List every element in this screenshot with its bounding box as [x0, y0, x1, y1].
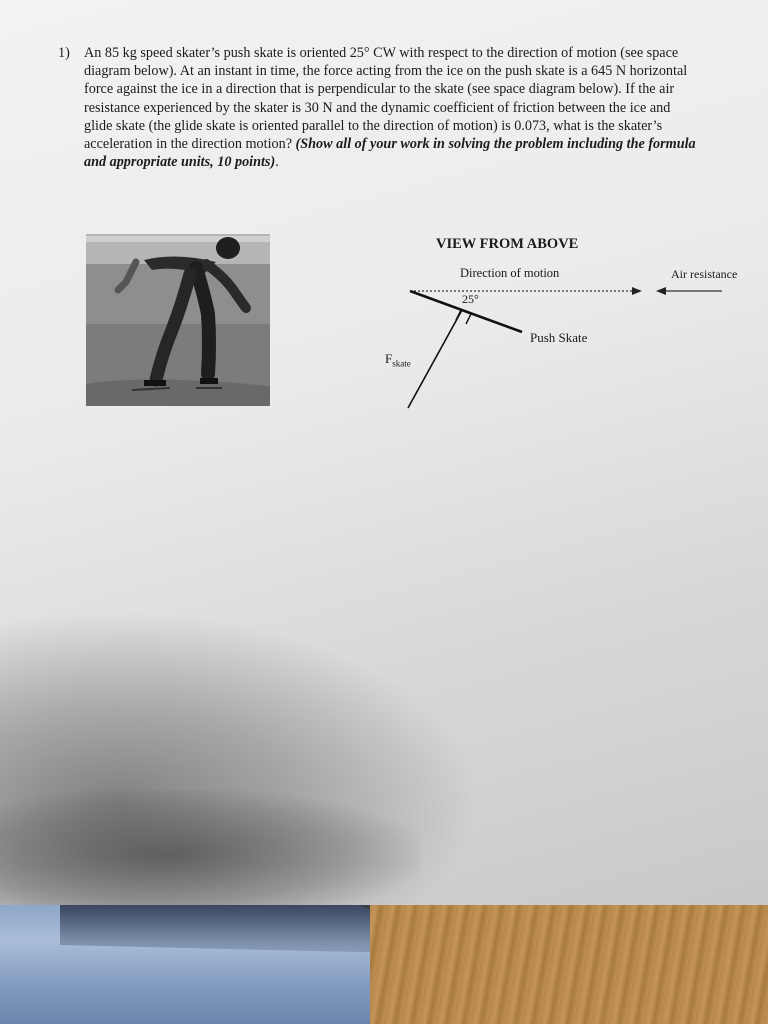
problem-end-punctuation: . [275, 154, 279, 171]
air-resistance-label: Air resistance [671, 267, 738, 281]
problem-text-block [84, 44, 698, 171]
direction-of-motion-label: Direction of motion [460, 266, 560, 280]
problem-1 [58, 44, 698, 171]
air-resistance-arrowhead-icon [656, 287, 666, 295]
problem-statement: An 85 kg speed skater’s push skate is oriented 25° CW with respect to the direction of motion (see space diagram below). At an instant in time, the force acting from the ice on the push skate is a 645 N horizontal force against the ice in a direction that is perpendicular to the skate (see space diagram below). If the air resistance experienced by the skater is 30 N and the dynamic coefficient of friction between the ice and glide skate (the glide skate is oriented parallel to the direction of motion) is 0.073, what is the skater’s acceleration in the direction motion? [84, 45, 688, 153]
speed-skater-photo [86, 234, 270, 406]
fskate-symbol: F [385, 351, 393, 366]
hand-shadow-lower [0, 790, 420, 905]
fskate-subscript: skate [392, 358, 411, 369]
wooden-table-background [370, 905, 768, 1024]
speed-skater-illustration [86, 234, 270, 406]
problem-number: 1) [58, 45, 70, 61]
angle-label: 25° [462, 292, 479, 306]
fskate-force-line [408, 310, 462, 408]
push-skate-label: Push Skate [530, 330, 588, 345]
force-diagram [370, 228, 760, 418]
diagram-lines [370, 228, 760, 418]
diagram-title: VIEW FROM ABOVE [436, 236, 579, 252]
problem-instructions: (Show all of your work in solving the problem including the formula and appropriate units, 10 points) [84, 136, 696, 171]
direction-arrowhead-icon [632, 287, 642, 295]
